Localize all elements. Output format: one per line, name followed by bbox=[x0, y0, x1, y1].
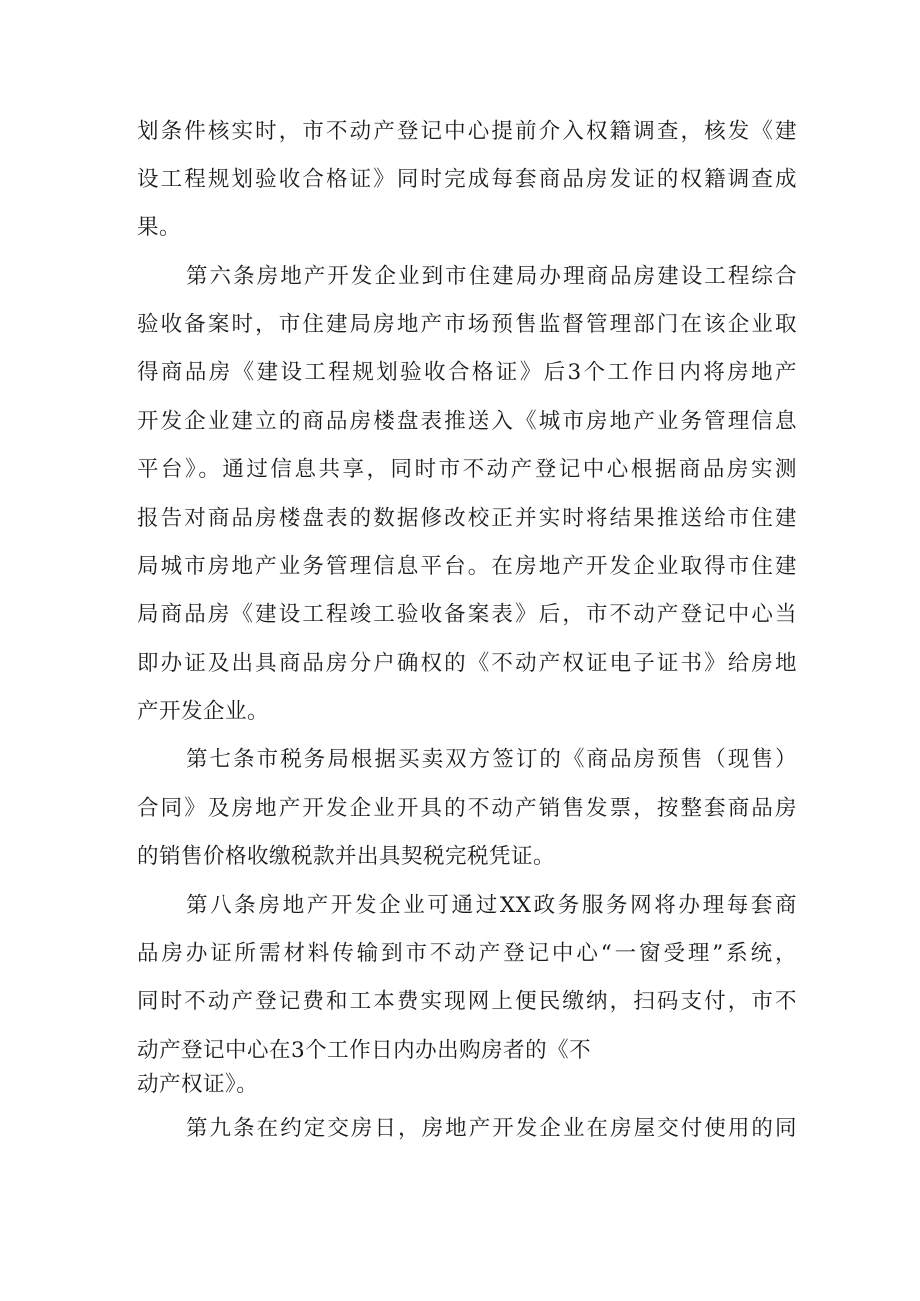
text-line: 合同》及房地产开发企业开具的不动产销售发票，按整套商品房 bbox=[137, 796, 797, 821]
text-line: 验收备案时，市住建局房地产市场预售监督管理部门在该企业取 bbox=[137, 312, 797, 337]
text-line: 开发企业建立的商品房楼盘表推送入《城市房地产业务管理信息 bbox=[137, 409, 797, 434]
text-line: 局城市房地产业务管理信息平台。在房地产开发企业取得市住建 bbox=[137, 554, 797, 579]
text-line: 平台》。通过信息共享，同时市不动产登记中心根据商品房实测 bbox=[137, 457, 797, 482]
text-line: 果。 bbox=[137, 215, 182, 240]
text-line: 得商品房《建设工程规划验收合格证》后3个工作日内将房地产 bbox=[137, 360, 797, 385]
paragraph-start: 第六条房地产开发企业到市住建局办理商品房建设工程综合 bbox=[186, 264, 797, 289]
text-line: 产开发企业。 bbox=[137, 699, 270, 724]
text-line: 品房办证所需材料传输到市不动产登记中心“一窗受理”系统， bbox=[137, 941, 797, 966]
text-line: 报告对商品房楼盘表的数据修改校正并实时将结果推送给市住建 bbox=[137, 506, 797, 531]
paragraph-start: 第九条在约定交房日，房地产开发企业在房屋交付使用的同 bbox=[186, 1116, 797, 1141]
paragraph-start: 第七条市税务局根据买卖双方签订的《商品房预售（现售） bbox=[186, 747, 797, 772]
text-line: 即办证及出具商品房分户确权的《不动产权证电子证书》给房地 bbox=[137, 651, 797, 676]
text-line: 动产权证》。 bbox=[137, 1072, 259, 1097]
text-line: 的销售价格收缴税款并出具契税完税凭证。 bbox=[137, 844, 556, 869]
text-line: 同时不动产登记费和工本费实现网上便民缴纳，扫码支付，市不 bbox=[137, 989, 797, 1014]
text-line: 动产登记中心在3个工作日内办出购房者的《不 bbox=[137, 1038, 592, 1063]
text-line: 设工程规划验收合格证》同时完成每套商品房发证的权籍调查成 bbox=[137, 167, 797, 192]
text-line: 划条件核实时，市不动产登记中心提前介入权籍调查，核发《建 bbox=[137, 119, 797, 144]
text-line: 局商品房《建设工程竣工验收备案表》后，市不动产登记中心当 bbox=[137, 602, 797, 627]
paragraph-start: 第八条房地产开发企业可通过XX政务服务网将办理每套商 bbox=[186, 893, 797, 918]
